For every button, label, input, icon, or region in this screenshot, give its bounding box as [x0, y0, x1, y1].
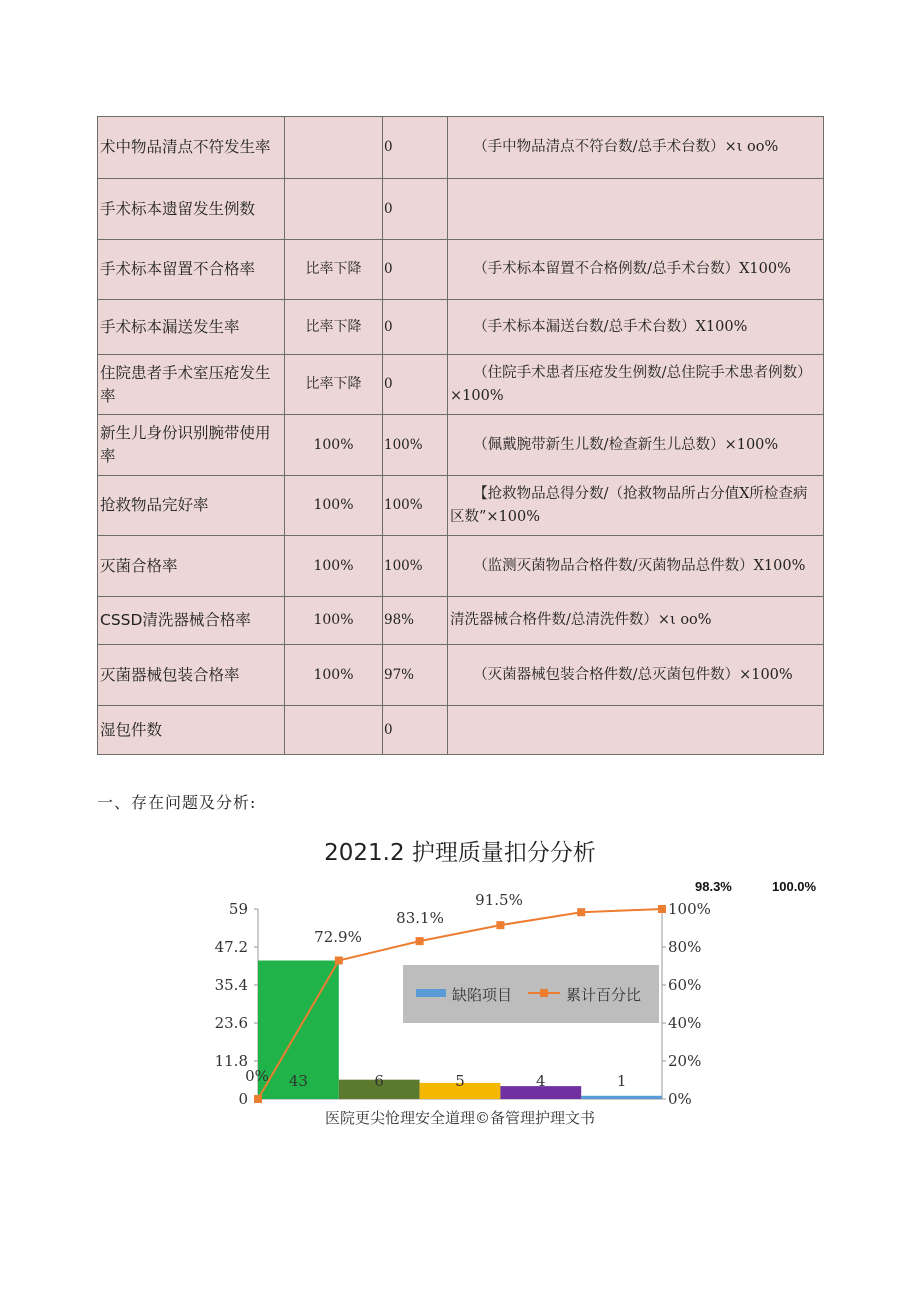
formula-cell: 【抢救物品总得分数/（抢救物品所占分值X所检查病区数”×100% — [448, 476, 824, 536]
legend-label-line: 累计百分比 — [566, 986, 642, 1004]
value-cell: 100% — [383, 476, 448, 536]
cumulative-label-5: 100.0% — [772, 879, 817, 894]
cumulative-data-label: 72.9% — [314, 928, 362, 946]
value-cell: 97% — [383, 645, 448, 706]
target-cell: 100% — [285, 536, 383, 597]
formula-cell: （佩戴腕带新生儿数/检查新生儿总数）×100% — [448, 415, 824, 476]
legend-swatch-marker — [540, 989, 548, 997]
metric-name-cell: 手术标本漏送发生率 — [98, 300, 285, 355]
bar-data-label: 43 — [288, 1072, 308, 1090]
formula-cell: （手术标本留置不合格例数/总手术台数）X100% — [448, 240, 824, 300]
target-cell: 100% — [285, 597, 383, 645]
cumulative-marker — [658, 905, 666, 913]
right-tick-label: 20% — [668, 1052, 702, 1070]
target-cell: 比率下降 — [285, 300, 383, 355]
bar-data-label: 5 — [455, 1072, 465, 1090]
metric-name-cell: 抢救物品完好率 — [98, 476, 285, 536]
metric-name-cell: 新生儿身份识别腕带使用率 — [98, 415, 285, 476]
section-heading: 一、存在问题及分析: — [97, 793, 257, 812]
cumulative-label-4: 98.3% — [695, 879, 732, 894]
target-cell: 100% — [285, 645, 383, 706]
value-cell: 0 — [383, 240, 448, 300]
cumulative-data-label: 91.5% — [475, 891, 523, 909]
right-tick-label: 100% — [668, 900, 711, 918]
target-cell: 100% — [285, 415, 383, 476]
bar — [581, 1096, 662, 1099]
chart-title: 2021.2 护理质量扣分分析 — [324, 840, 596, 866]
metric-name-cell: 手术标本留置不合格率 — [98, 240, 285, 300]
left-tick-label: 0 — [238, 1090, 248, 1108]
cumulative-marker — [335, 956, 343, 964]
bar-data-label: 1 — [616, 1072, 627, 1090]
left-tick-label: 23.6 — [214, 1014, 248, 1032]
cumulative-marker — [416, 937, 424, 945]
cumulative-marker — [496, 921, 504, 929]
value-cell: 100% — [383, 536, 448, 597]
right-tick-label: 0% — [668, 1090, 692, 1108]
formula-cell: （灭菌器械包装合格件数/总灭菌包件数）×100% — [448, 645, 824, 706]
right-tick-label: 40% — [668, 1014, 702, 1032]
bar-data-label: 6 — [374, 1072, 384, 1090]
cumulative-data-label: 0% — [245, 1067, 269, 1085]
cumulative-marker — [577, 908, 585, 916]
metric-name-cell: CSSD清洗器械合格率 — [98, 597, 285, 645]
formula-cell: 清洗器械合格件数/总清洗件数）×ι oo% — [448, 597, 824, 645]
target-cell: 比率下降 — [285, 355, 383, 415]
left-tick-label: 59 — [228, 900, 248, 918]
value-cell: 0 — [383, 117, 448, 179]
target-cell: 比率下降 — [285, 240, 383, 300]
legend-label-bar: 缺陷项目 — [452, 986, 513, 1004]
metric-name-cell: 术中物品清点不符发生率 — [98, 117, 285, 179]
chart-caption: 医院更尖怆理安全道理©备管理护理文书 — [324, 1109, 595, 1127]
formula-cell: （手术标本漏送台数/总手术台数）X100% — [448, 300, 824, 355]
metric-name-cell: 灭菌合格率 — [98, 536, 285, 597]
formula-cell: （住院手术患者压疮发生例数/总住院手术患者例数）×100% — [448, 355, 824, 415]
metric-name-cell: 灭菌器械包装合格率 — [98, 645, 285, 706]
right-tick-label: 80% — [668, 938, 702, 956]
target-cell: 100% — [285, 476, 383, 536]
cumulative-data-label: 83.1% — [396, 909, 444, 927]
value-cell: 100% — [383, 415, 448, 476]
metric-name-cell: 手术标本遗留发生例数 — [98, 179, 285, 240]
value-cell: 0 — [383, 179, 448, 240]
left-tick-label: 47.2 — [214, 938, 248, 956]
bar-data-label: 4 — [536, 1072, 546, 1090]
value-cell: 0 — [383, 355, 448, 415]
value-cell: 0 — [383, 300, 448, 355]
metric-name-cell: 湿包件数 — [98, 706, 285, 755]
value-cell: 0 — [383, 706, 448, 755]
formula-cell: （监测灭菌物品合格件数/灭菌物品总件数）X100% — [448, 536, 824, 597]
right-tick-label: 60% — [668, 976, 702, 994]
left-tick-label: 11.8 — [214, 1052, 248, 1070]
left-tick-label: 35.4 — [214, 976, 248, 994]
value-cell: 98% — [383, 597, 448, 645]
metric-name-cell: 住院患者手术室压疮发生率 — [98, 355, 285, 415]
formula-cell: （手中物品清点不符台数/总手术台数）×ι oo% — [448, 117, 824, 179]
legend-swatch-bar — [416, 989, 446, 997]
cumulative-marker — [254, 1095, 262, 1103]
